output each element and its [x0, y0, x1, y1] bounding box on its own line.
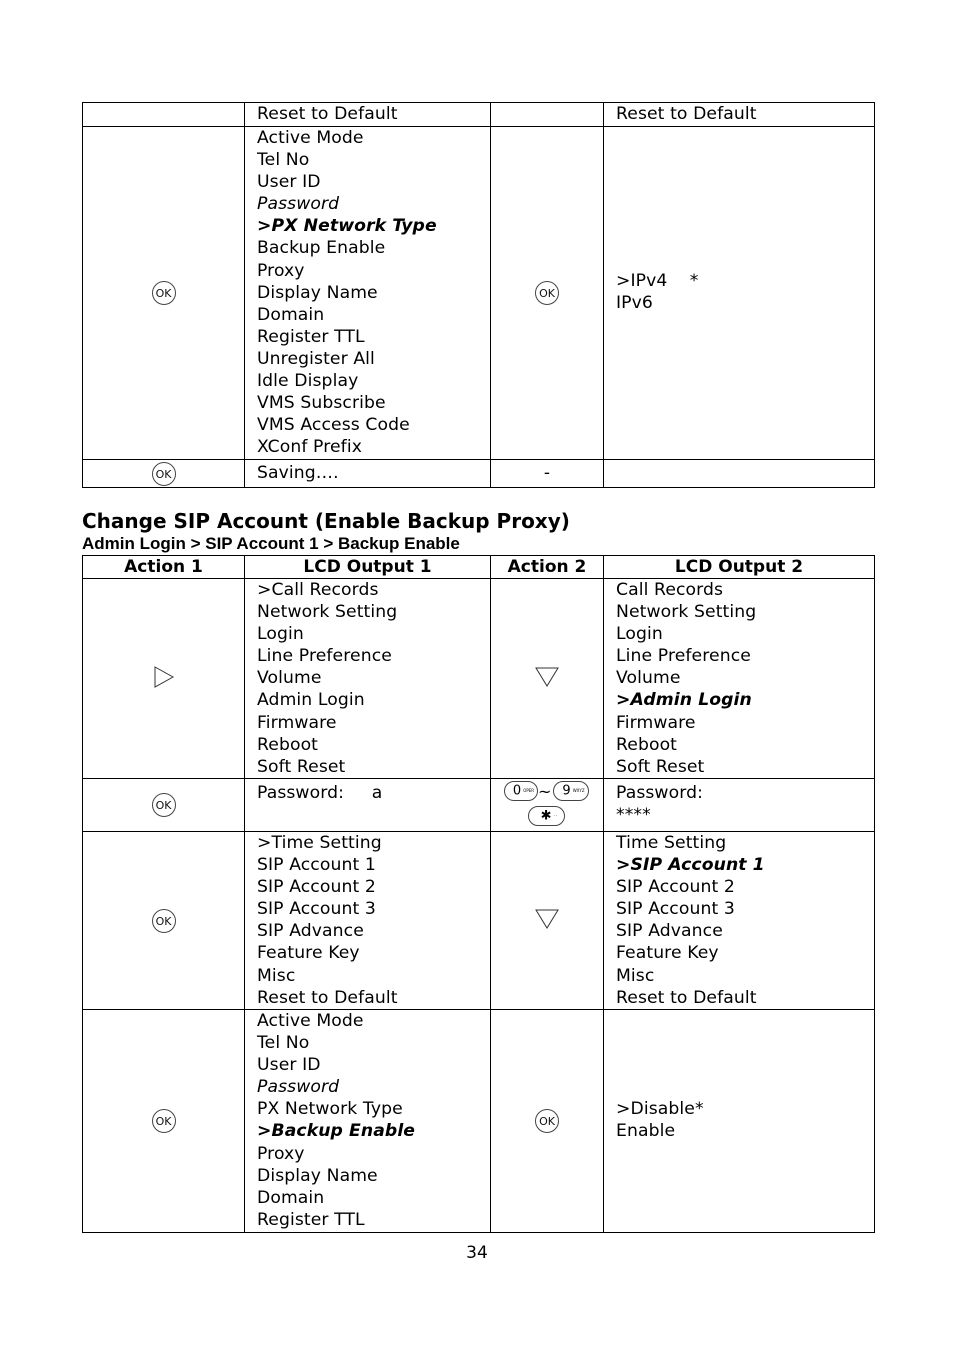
action1-cell: [83, 579, 245, 779]
ok-button-icon: OK: [152, 1109, 176, 1133]
section-title: Change SIP Account (Enable Backup Proxy): [82, 509, 570, 533]
lcd2-cell: [604, 832, 875, 1010]
table-row: [83, 779, 875, 832]
table-row: [83, 127, 875, 460]
action2-cell: [491, 103, 604, 127]
lcd-line: Misc: [616, 965, 655, 986]
lcd-line: IPv6: [616, 293, 653, 313]
table-row: [83, 103, 875, 127]
lcd-line: Reset to Default: [616, 987, 757, 1008]
lcd-line: Volume: [616, 668, 681, 689]
lcd-line: >Disable*: [616, 1098, 704, 1119]
header-row: [83, 556, 875, 579]
key-zero-icon: [504, 781, 538, 801]
lcd-line: Soft Reset: [616, 756, 705, 777]
lcd1-cell: [245, 460, 491, 488]
lcd-line: Saving….: [257, 463, 339, 483]
lcd-line: Admin Login: [257, 690, 365, 711]
lcd-line: Tel No: [257, 150, 310, 171]
lcd-line: Password: a: [257, 783, 383, 803]
key-nine-label: 9: [562, 783, 571, 799]
lcd-line: >IPv4 *: [616, 270, 699, 291]
lcd-line: Line Preference: [257, 646, 392, 667]
lcd1-cell: [245, 779, 491, 832]
header-lcd2: LCD Output 2: [604, 556, 875, 579]
key-zero-label: 0: [512, 783, 522, 799]
lcd-line: >Backup Enable: [257, 1121, 416, 1142]
tilde-text: ~: [538, 782, 552, 801]
lcd-line: Reboot: [257, 734, 319, 755]
action2-cell: [491, 579, 604, 779]
action2-cell: [491, 460, 604, 488]
page-number: 34: [466, 1243, 488, 1263]
lcd-line: Active Mode: [257, 128, 364, 148]
lcd-line: SIP Advance: [257, 921, 364, 942]
key-star-icon: [528, 806, 565, 826]
lcd-line: SIP Account 2: [257, 877, 376, 898]
lcd-line: >PX Network Type: [257, 216, 437, 237]
lcd1-cell: [245, 832, 491, 1010]
lcd2-cell: [604, 127, 875, 460]
lcd2-cell: [604, 1010, 875, 1233]
action1-cell: [83, 460, 245, 488]
lcd-line: Call Records: [616, 580, 724, 600]
lcd-line: Feature Key: [616, 943, 719, 964]
action1-cell: [83, 779, 245, 832]
lcd-line: VMS Access Code: [257, 415, 410, 436]
lcd-line: Line Preference: [616, 646, 751, 667]
lcd-line: Firmware: [257, 712, 337, 733]
lcd-line: User ID: [257, 172, 321, 193]
lcd-line: Display Name: [257, 282, 378, 303]
key-nine-icon: [553, 781, 589, 801]
keypad-icon: [502, 779, 592, 827]
lcd-line: SIP Account 3: [257, 899, 376, 920]
lcd-line: Proxy: [257, 1143, 305, 1164]
lcd-line: Unregister All: [257, 348, 375, 369]
lcd-line: Domain: [257, 1187, 325, 1208]
ok-button-icon: OK: [535, 1109, 559, 1133]
lcd-line: >Time Setting: [257, 833, 382, 853]
lcd2-cell: [604, 579, 875, 779]
lcd1-cell: [245, 1010, 491, 1233]
lcd1-cell: [245, 579, 491, 779]
lcd-line: Register TTL: [257, 1209, 365, 1230]
header-action2: Action 2: [491, 556, 604, 579]
lcd1-cell: [245, 103, 491, 127]
action2-cell: [491, 127, 604, 460]
ok-button-icon: OK: [152, 281, 176, 305]
main-table: [82, 555, 875, 1233]
action2-cell: [491, 779, 604, 832]
top-table: [82, 102, 875, 488]
key-star-label: ✱: [540, 808, 552, 824]
lcd2-cell: [604, 103, 875, 127]
key-zero-sub: OPER: [523, 788, 535, 793]
lcd-line: Proxy: [257, 260, 305, 281]
lcd-line: Enable: [616, 1121, 676, 1141]
lcd-line: Soft Reset: [257, 756, 346, 777]
lcd-line: Reboot: [616, 734, 678, 755]
lcd-line: Register TTL: [257, 326, 365, 347]
lcd-line: SIP Account 3: [616, 899, 735, 920]
table-row: [83, 460, 875, 488]
lcd-line: Password: [257, 194, 340, 215]
ok-button-icon: OK: [535, 281, 559, 305]
lcd-line: Backup Enable: [257, 238, 386, 259]
lcd-line: User ID: [257, 1055, 321, 1076]
lcd-line: Reset to Default: [616, 104, 757, 124]
section-subtitle: Admin Login > SIP Account 1 > Backup Enable: [82, 534, 460, 553]
lcd-line: Feature Key: [257, 943, 360, 964]
lcd-line: >Admin Login: [616, 690, 752, 711]
lcd-line: Domain: [257, 304, 325, 325]
lcd-line: ****: [616, 805, 651, 826]
down-arrow-icon: [534, 666, 560, 688]
lcd-line: Login: [257, 624, 304, 645]
ok-button-icon: OK: [152, 909, 176, 933]
down-arrow-icon: [534, 908, 560, 930]
table-row: [83, 832, 875, 1010]
lcd2-cell: [604, 779, 875, 832]
lcd-line: Network Setting: [257, 602, 398, 623]
lcd-line: Active Mode: [257, 1011, 364, 1031]
lcd-line: PX Network Type: [257, 1099, 403, 1120]
action2-cell: [491, 832, 604, 1010]
lcd-line: Network Setting: [616, 602, 757, 623]
ok-button-icon: OK: [152, 462, 176, 486]
lcd-line: VMS Subscribe: [257, 393, 386, 414]
lcd-line: SIP Advance: [616, 921, 723, 942]
lcd-line: Misc: [257, 965, 296, 986]
action1-cell: [83, 127, 245, 460]
table-row: [83, 1010, 875, 1233]
lcd-line: XConf Prefix: [257, 437, 362, 458]
lcd-line: Login: [616, 624, 663, 645]
action1-cell: [83, 832, 245, 1010]
lcd-line: Display Name: [257, 1165, 378, 1186]
lcd-line: Reset to Default: [257, 987, 398, 1008]
lcd-line: >Call Records: [257, 580, 379, 600]
action2-cell: [491, 1010, 604, 1233]
lcd2-cell: [604, 460, 875, 488]
lcd-line: SIP Account 1: [257, 855, 376, 876]
lcd-line: Tel No: [257, 1033, 310, 1054]
lcd-line: Firmware: [616, 712, 696, 733]
lcd-line: Volume: [257, 668, 322, 689]
ok-button-icon: OK: [152, 793, 176, 817]
lcd-line: SIP Account 2: [616, 877, 735, 898]
dash-text: -: [543, 463, 551, 483]
lcd-line: >SIP Account 1: [616, 855, 765, 876]
lcd-line: Time Setting: [616, 833, 727, 853]
key-star-sub: · ·: [553, 813, 558, 818]
key-nine-sub: WXYZ: [572, 788, 585, 793]
right-arrow-icon: [153, 665, 175, 689]
lcd-line: Password: [257, 1077, 340, 1098]
header-action1: Action 1: [83, 556, 245, 579]
header-lcd1: LCD Output 1: [245, 556, 491, 579]
lcd-line: Reset to Default: [257, 104, 398, 124]
action1-cell: [83, 1010, 245, 1233]
action1-cell: [83, 103, 245, 127]
lcd-line: Password:: [616, 783, 703, 803]
lcd1-cell: [245, 127, 491, 460]
table-row: [83, 579, 875, 779]
lcd-line: Idle Display: [257, 371, 359, 392]
